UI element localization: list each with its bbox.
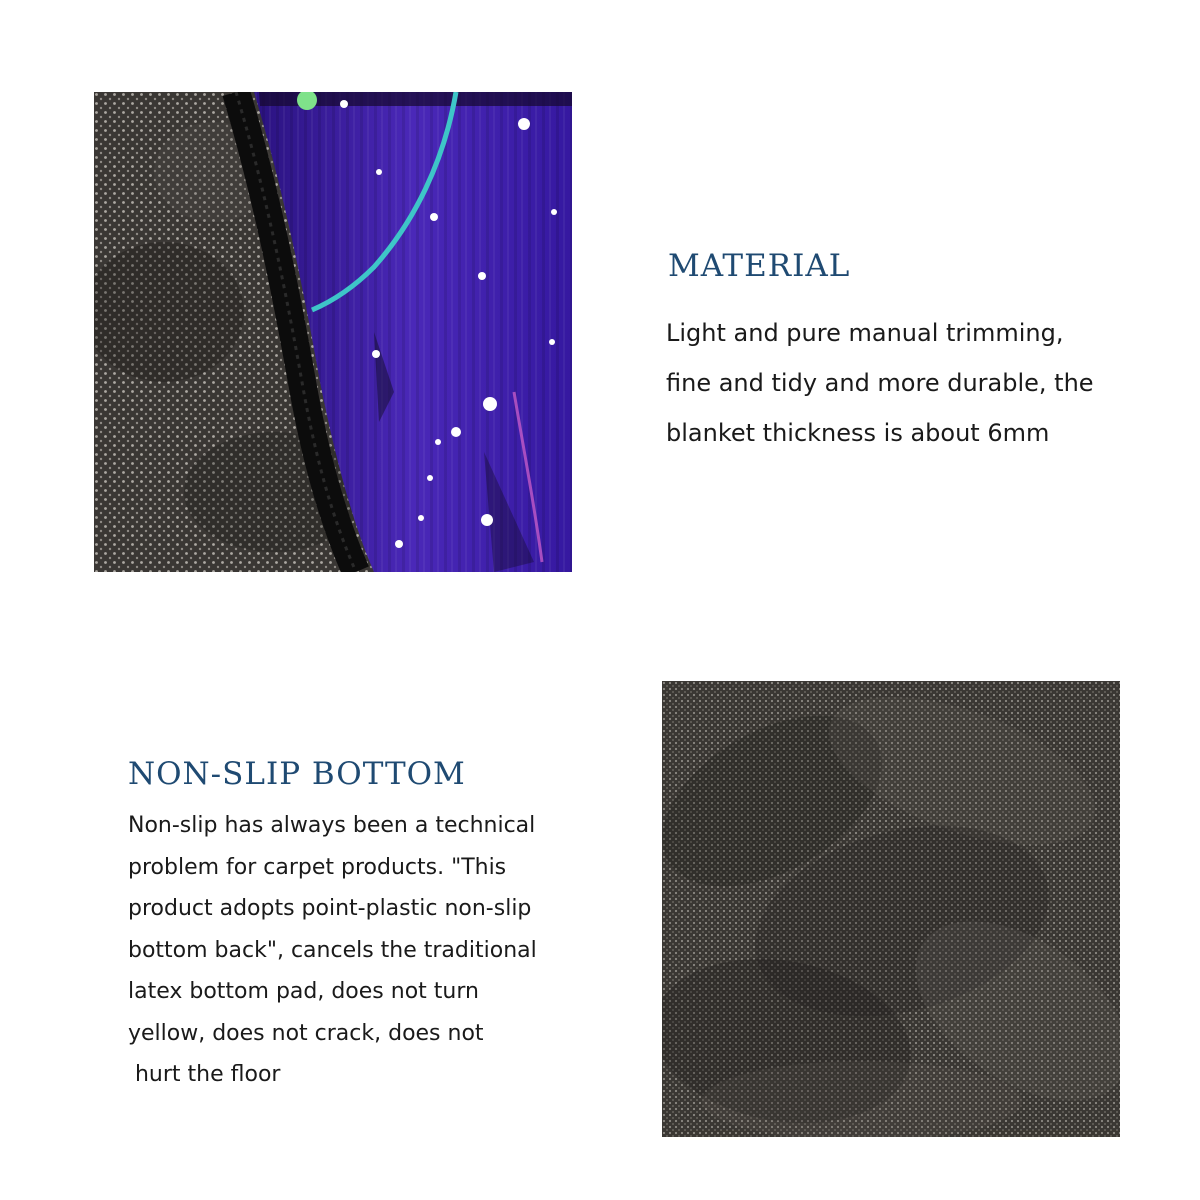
material-heading: MATERIAL (668, 248, 851, 284)
material-description (666, 308, 1094, 458)
rug-backing-image (662, 681, 1120, 1137)
non-slip-line: latex bottom pad, does not turn (128, 979, 479, 1004)
non-slip-line: problem for carpet products. "This (128, 854, 507, 880)
non-slip-heading: NON-SLIP BOTTOM (128, 756, 466, 792)
rug-edge-image (94, 92, 572, 572)
non-slip-line: product adopts point-plastic non-slip (128, 896, 532, 921)
rug-edge-photo (94, 92, 572, 572)
material-line: Light and pure manual trimming, (666, 319, 1064, 347)
non-slip-description (128, 805, 537, 1096)
non-slip-line: yellow, does not crack, does not (128, 1020, 484, 1046)
non-slip-line: hurt the floor (128, 1062, 281, 1087)
material-line: fine and tidy and more durable, the (666, 369, 1094, 397)
material-line: blanket thickness is about 6mm (666, 419, 1050, 447)
non-slip-line: bottom back", cancels the traditional (128, 937, 537, 963)
non-slip-line: Non-slip has always been a technical (128, 813, 536, 838)
rug-backing-photo (662, 681, 1120, 1137)
